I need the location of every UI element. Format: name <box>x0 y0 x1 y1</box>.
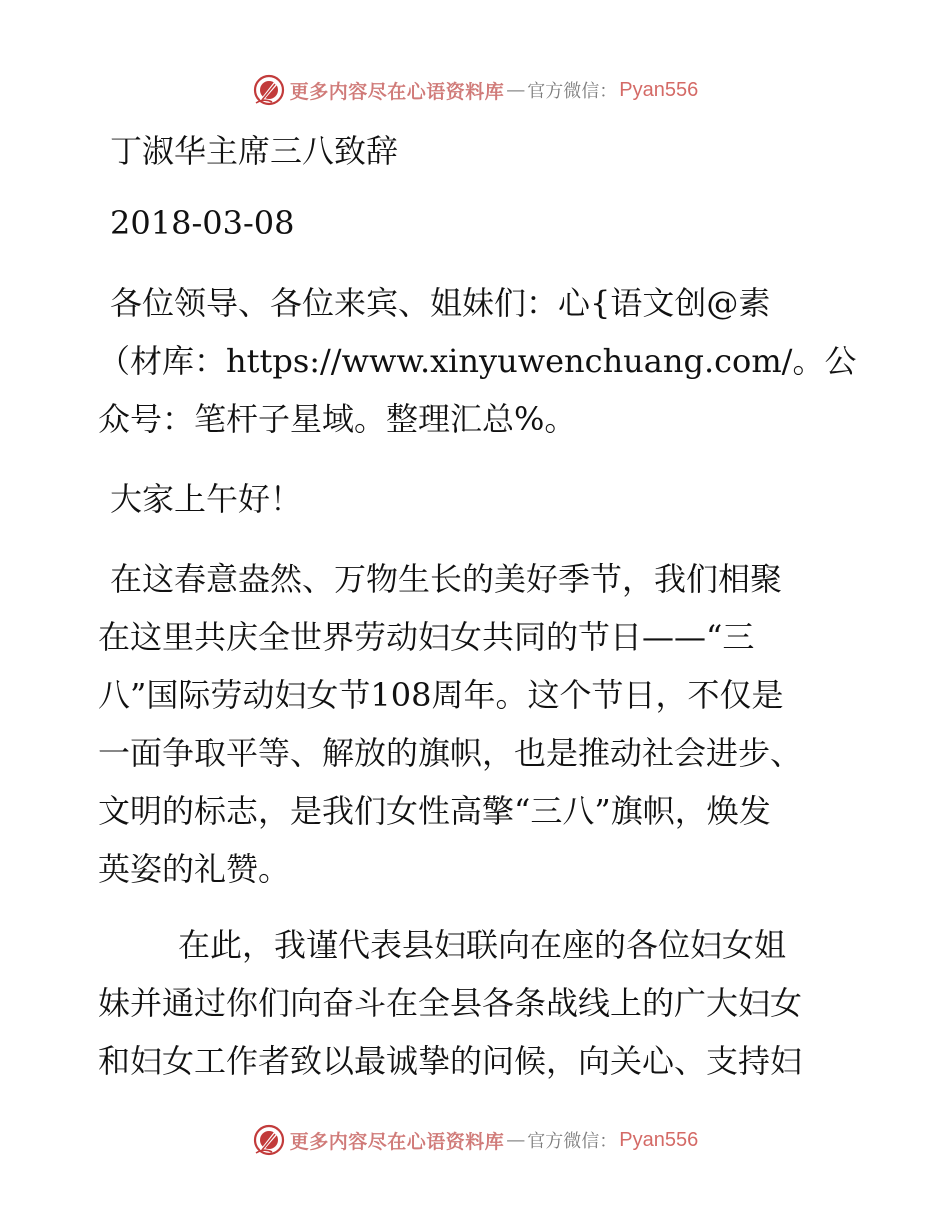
banner-dash: — <box>506 79 526 101</box>
banner-text: 更多内容尽在心语资料库 <box>289 1130 505 1153</box>
greeting-block <box>98 274 858 448</box>
paragraph-line: 一面争取平等、解放的旗帜，也是推动社会进步、 <box>98 734 803 772</box>
document-date: 2018-03-08 <box>110 204 295 242</box>
banner-wechat-id: Pyan556 <box>619 78 699 101</box>
paragraph-line: 文明的标志，是我们女性高擎“三八”旗帜，焕发 <box>98 792 771 830</box>
paragraph-line: 八”国际劳动妇女节108周年。这个节日，不仅是 <box>98 676 784 714</box>
banner-dash: — <box>506 1129 526 1151</box>
footer-banner <box>0 1120 950 1160</box>
paragraph-line: 在此，我谨代表县妇联向在座的各位妇女姐 <box>178 926 787 964</box>
banner-text: 更多内容尽在心语资料库 <box>289 80 505 103</box>
paragraph-line: 在这里共庆全世界劳动妇女共同的节日——“三 <box>98 618 755 656</box>
paragraph-line: 和妇女工作者致以最诚挚的问候，向关心、支持妇 <box>98 1042 803 1080</box>
banner-wechat-label: 官方微信： <box>527 81 618 102</box>
banner-wechat-id: Pyan556 <box>619 1128 699 1151</box>
header-banner <box>0 70 950 110</box>
greeting-line: （材库：https://www.xinyuwenchuang.com/。公 <box>98 342 857 380</box>
paragraph-line: 妹并通过你们向奋斗在全县各条战线上的广大妇女 <box>98 984 803 1022</box>
document-body <box>98 124 858 1090</box>
greeting-line: 各位领导、各位来宾、姐妹们：心{语文创@素 <box>110 284 771 322</box>
salute-line: 大家上午好！ <box>110 480 303 518</box>
quill-logo-icon <box>252 1123 286 1157</box>
quill-logo-icon <box>252 73 286 107</box>
paragraph-2 <box>98 916 858 1090</box>
greeting-line: 众号：笔杆子星域。整理汇总%。 <box>98 400 577 438</box>
paragraph-1 <box>98 550 858 898</box>
paragraph-line: 英姿的礼赞。 <box>98 850 291 888</box>
banner-wechat-label: 官方微信： <box>527 1131 618 1152</box>
document-title: 丁淑华主席三八致辞 <box>110 132 399 170</box>
paragraph-line: 在这春意盎然、万物生长的美好季节，我们相聚 <box>110 560 783 598</box>
